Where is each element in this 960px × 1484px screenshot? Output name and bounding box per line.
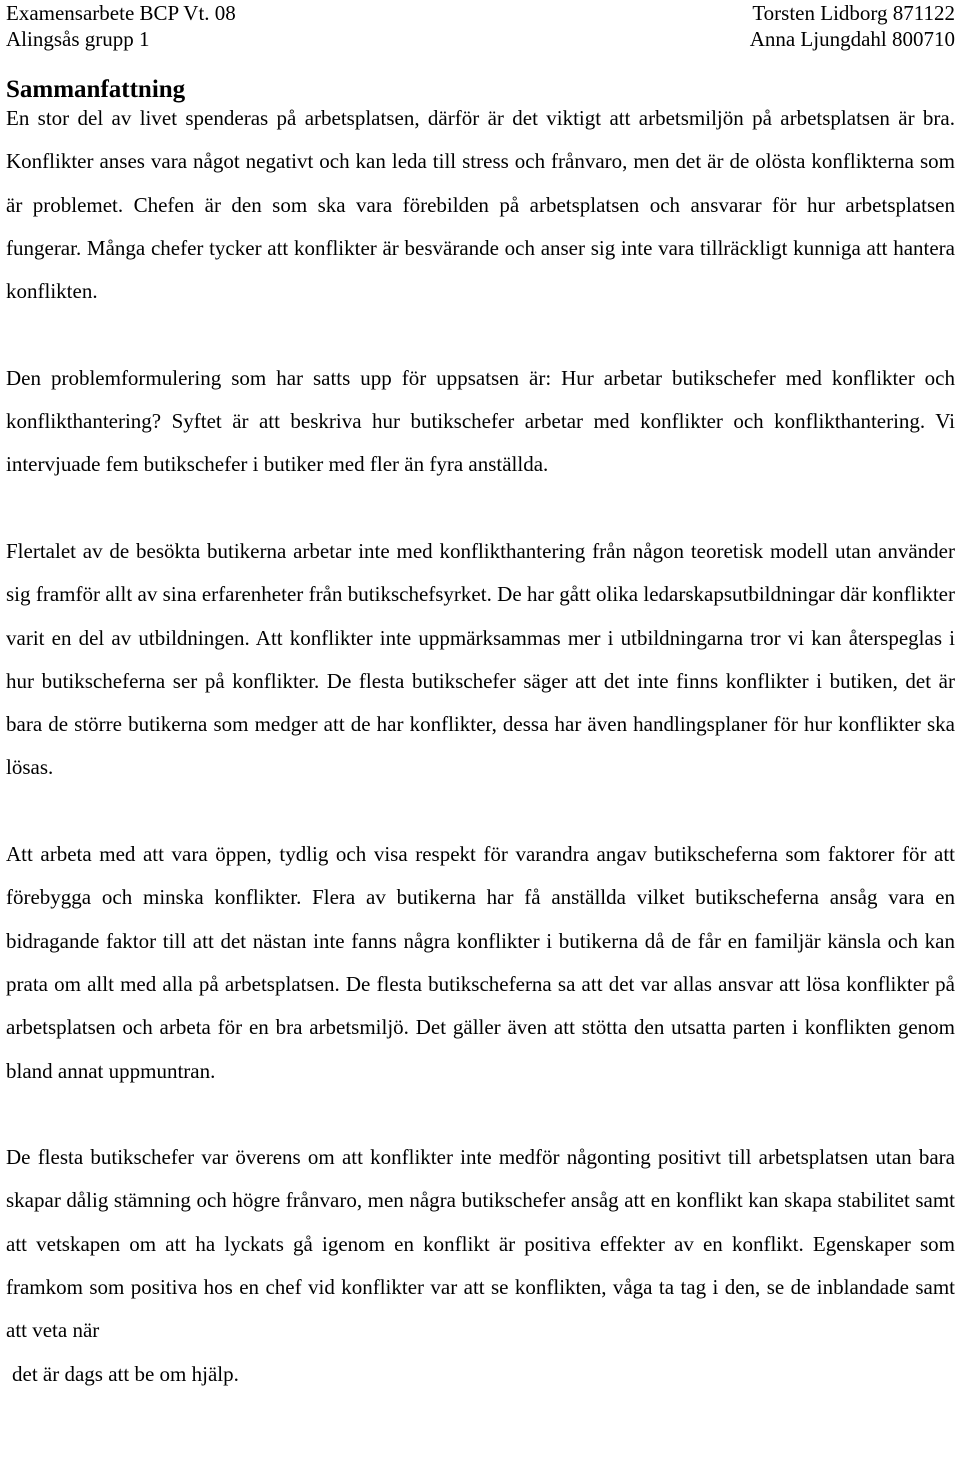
paragraph-4: Att arbeta med att vara öppen, tydlig och visa respekt för varandra angav butikscheferna som faktorer för att förebygga och minska konflikter. Flera av butikerna har få anställda vilket butikscheferna ansåg vara en bidragande faktor till att det nästan inte fanns några konflikter i butikerna då de får en familjär känsla och kan prata om allt med alla på arbetsplatsen. De flesta butikscheferna sa att det var allas ansvar att lösa konflikter på arbetsplatsen och arbeta för en bra arbetsmiljö. Det gäller även att stötta den utsatta parten i konflikten genom bland annat uppmuntran. (6, 842, 955, 1083)
group-label: Alingsås grupp 1 (6, 27, 150, 51)
course-label: Examensarbete BCP Vt. 08 (6, 1, 236, 25)
paragraph-3: Flertalet av de besökta butikerna arbetar inte med konflikthantering från någon teoretisk modell utan använder sig framför allt av sina erfarenheter från butikschefsyrket. De har gått olika ledarskapsutbildningar där konflikter varit en del av utbildningen. Att konflikter inte uppmärksammas mer i utbildningarna tror vi kan återspeglas i hur butikscheferna ser på konflikter. De flesta butikschefer säger att det inte finns konflikter i butiken, det är bara de större butikerna som medger att de har konflikter, dessa har även handlingsplaner för hur konflikter ska lösas. (6, 538, 955, 780)
paragraph-5: De flesta butikschefer var överens om att konflikter inte medför någonting positivt till arbetsplatsen utan bara skapar dålig stämning och högre frånvaro, men några butikschefer ansåg att en konflikt kan skapa stabilitet samt att vetskapen om att ha lyckats gå igenom en konflikt är positiva effekter av en konflikt. Egenskaper som framkom som positiva hos en chef vid konflikter var att se konflikten, våga ta tag i den, se de inblandade samt att veta när (6, 1145, 955, 1343)
author-1: Torsten Lidborg 871122 (752, 1, 955, 25)
section-title: Sammanfattning (6, 76, 186, 103)
page-header (6, 0, 955, 52)
header-right (750, 0, 955, 52)
paragraph-1: En stor del av livet spenderas på arbetsplatsen, därför är det viktigt att arbetsmiljön på arbetsplatsen är bra. Konflikter anses vara något negativt och kan leda till stress och frånvaro, men det är de olösta konflikterna som är problemet. Chefen är den som ska vara förebilden på arbetsplatsen och ansvarar för hur arbetsplatsen fungerar. Många chefer tycker att konflikter är besvärande och anser sig inte vara tillräckligt kunniga att hantera konflikten. (6, 106, 955, 304)
author-2: Anna Ljungdahl 800710 (749, 27, 955, 51)
paragraph-5-last-line: det är dags att be om hjälp. (12, 1361, 239, 1386)
paragraph-2: Den problemformulering som har satts upp för uppsatsen är: Hur arbetar butikschefer med konflikter och konflikthantering? Syftet är att beskriva hur butikschefer arbetar med konflikter och konflikthantering. Vi intervjuade fem butikschefer i butiker med fler än fyra anställda. (6, 365, 955, 477)
header-left (6, 0, 236, 52)
